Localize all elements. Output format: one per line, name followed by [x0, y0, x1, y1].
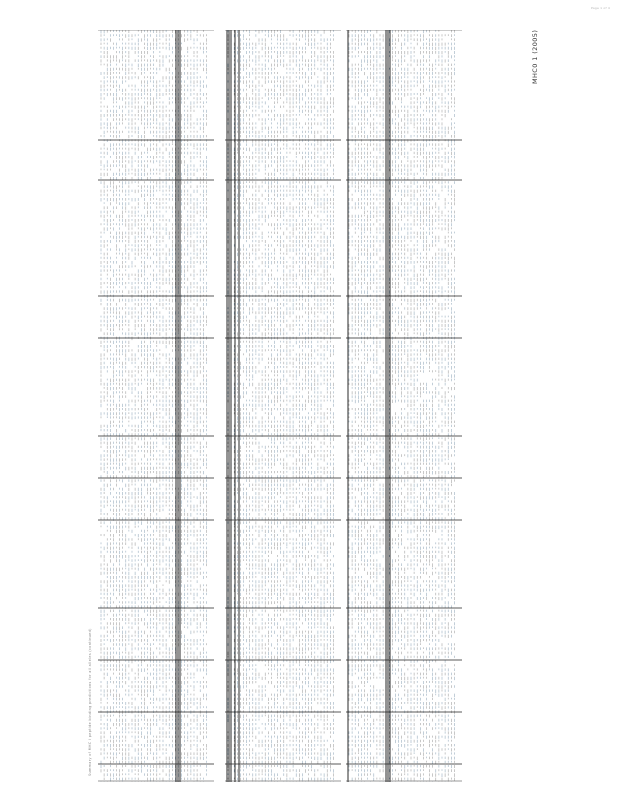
cell-texture [101, 30, 206, 782]
table-panel-1-grid [98, 30, 214, 782]
cell-texture [228, 30, 333, 782]
table-panel-3 [346, 30, 462, 782]
table-panel-2-grid [225, 30, 341, 782]
cell-texture [349, 30, 454, 782]
corner-note: Page 1 of 4 [590, 6, 610, 10]
table-panel-1 [98, 30, 214, 782]
document-stamp: MHC0 1 (2005) [531, 29, 539, 84]
table-panel-3-grid [346, 30, 462, 782]
table-panel-2 [225, 30, 341, 782]
rotated-caption: Summary of MHC I peptide binding predictions for all alleles (continued) [88, 628, 92, 776]
